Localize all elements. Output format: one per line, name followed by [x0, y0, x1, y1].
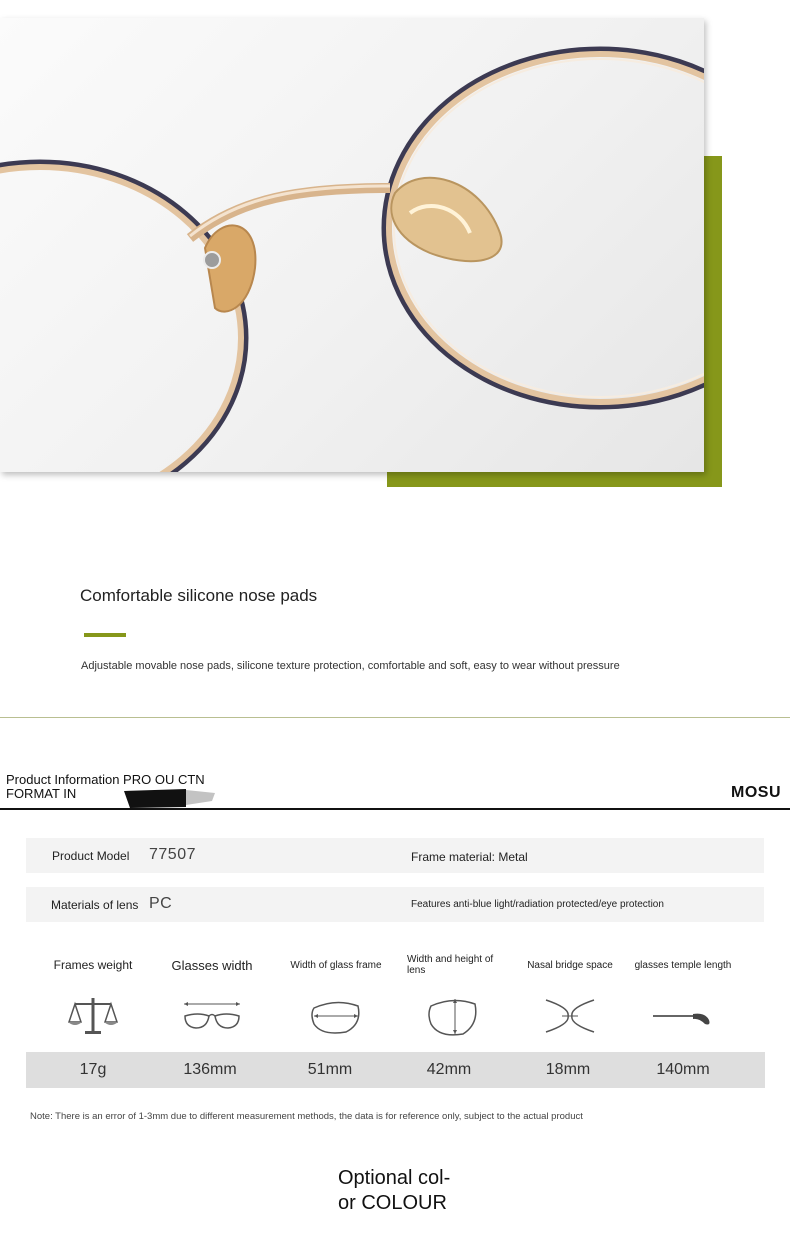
brush-stroke-decoration [120, 787, 230, 809]
scale-icon [63, 994, 123, 1038]
model-label: Product Model [52, 849, 130, 863]
dimension-label: glasses temple length [634, 959, 732, 971]
feature-title: Comfortable silicone nose pads [80, 586, 318, 605]
product-photo-nose-pads [0, 18, 704, 472]
lens-height-icon [423, 994, 483, 1038]
spec-row-model [26, 838, 764, 873]
optional-colour-line1: Optional col- [338, 1167, 451, 1189]
feature-accent-bar [84, 633, 126, 637]
dimension-glasses-width [152, 952, 272, 978]
dimension-lens-height [393, 952, 513, 978]
dimension-nasal-bridge [510, 952, 630, 978]
optional-colour-line2: or COLOUR [338, 1192, 447, 1214]
nose-bridge-icon [540, 994, 600, 1038]
dimension-value-nasal-bridge: 18mm [545, 1061, 591, 1078]
feature-description: Adjustable movable nose pads, silicone texture protection, comfortable and soft, easy to wear without pressure [81, 660, 620, 672]
dimension-label: Nasal bridge space [527, 959, 613, 971]
dimension-value-frame-width: 51mm [307, 1061, 353, 1078]
dimension-label: Frames weight [53, 957, 133, 972]
lens-label: Materials of lens [51, 898, 139, 912]
dimension-width-glass-frame [276, 952, 396, 978]
spec-row-lens [26, 887, 764, 922]
header-rule [0, 808, 790, 810]
dimension-value-temple-length: 140mm [656, 1061, 710, 1078]
dimension-label: Glasses width [171, 957, 253, 973]
lens-value: PC [149, 895, 173, 912]
lens-width-icon [306, 994, 366, 1038]
product-info-heading-line1: Product Information PRO OU CTN [6, 772, 205, 787]
dimension-temple-length [623, 952, 743, 978]
dimension-label: Width of glass frame [290, 959, 382, 971]
product-info-heading-line2: FORMAT IN [6, 786, 77, 801]
brand-logo: MOSU [731, 784, 781, 801]
dimension-label: Width and height of lens [407, 954, 494, 976]
dimension-value-lens-height: 42mm [426, 1061, 472, 1078]
model-value: 77507 [149, 846, 196, 863]
dimension-frames-weight [33, 952, 153, 978]
section-divider [0, 717, 790, 718]
dimension-value-weight: 17g [79, 1061, 107, 1078]
measurement-note: Note: There is an error of 1-3mm due to different measurement methods, the data is for reference only, subject to the actual product [30, 1111, 583, 1122]
temple-icon [653, 994, 713, 1038]
optional-colour-heading [338, 1166, 450, 1216]
features-text: Features anti-blue light/radiation protected/eye protection [411, 899, 664, 910]
frame-material: Frame material: Metal [411, 850, 528, 864]
glasses-width-icon [182, 994, 242, 1038]
dimension-value-glasses-width: 136mm [183, 1061, 237, 1078]
